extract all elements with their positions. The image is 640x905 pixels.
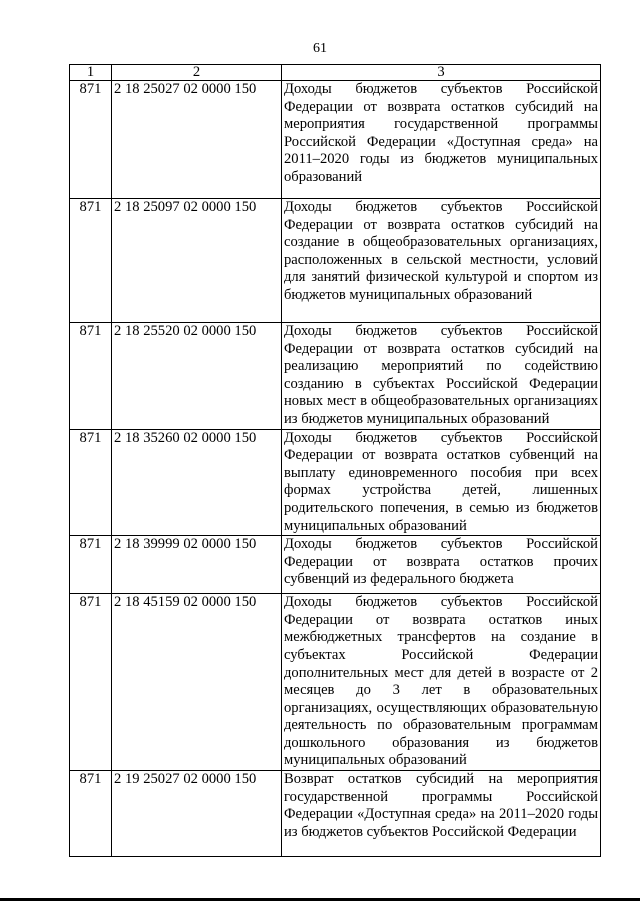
table-header-row: [70, 65, 601, 81]
table-row: [70, 771, 601, 857]
page-number: 61: [313, 41, 327, 56]
column-header-3: 3: [282, 65, 601, 81]
table-row: [70, 199, 601, 323]
description-cell: Доходы бюджетов субъектов Российской Федерации от возврата остатков иных межбюджетных трансфертов на создание в субъектах Российской Федерации дополнительных мест для детей в возрасте от 2 месяцев до 3 лет в образовательных организациях, осуществляющих образовательную деятельность по образовательным программам дошкольного образования из бюджетов муниципальных образований: [282, 594, 601, 771]
admin-code-cell: 871: [70, 771, 112, 857]
budget-code-cell: 2 18 25027 02 0000 150: [112, 81, 282, 199]
column-header-1: 1: [70, 65, 112, 81]
table-row: [70, 594, 601, 771]
table-row: [70, 81, 601, 199]
description-cell: Возврат остатков субсидий на мероприятия государственной программы Российской Федерации «Доступная среда» на 2011–2020 годы из бюджетов субъектов Российской Федерации: [282, 771, 601, 857]
description-cell: Доходы бюджетов субъектов Российской Федерации от возврата остатков субсидий на создание в общеобразовательных организациях, расположенных в сельской местности, условий для занятий физической культурой и спортом из бюджетов муниципальных образований: [282, 199, 601, 323]
budget-code-cell: 2 18 25097 02 0000 150: [112, 199, 282, 323]
budget-code-cell: 2 19 25027 02 0000 150: [112, 771, 282, 857]
admin-code-cell: 871: [70, 536, 112, 594]
description-cell: Доходы бюджетов субъектов Российской Федерации от возврата остатков субсидий на мероприятия государственной программы Российской Федерации «Доступная среда» на 2011–2020 годы из бюджетов муниципальных образований: [282, 81, 601, 199]
budget-code-cell: 2 18 39999 02 0000 150: [112, 536, 282, 594]
description-cell: Доходы бюджетов субъектов Российской Федерации от возврата остатков субсидий на реализацию мероприятий по содействию созданию в субъектах Российской Федерации новых мест в общеобразовательных организациях из бюджетов муниципальных образований: [282, 323, 601, 430]
budget-code-cell: 2 18 25520 02 0000 150: [112, 323, 282, 430]
admin-code-cell: 871: [70, 81, 112, 199]
description-cell: Доходы бюджетов субъектов Российской Федерации от возврата остатков прочих субвенций из федерального бюджета: [282, 536, 601, 594]
budget-codes-table: [69, 64, 601, 857]
table-row: [70, 323, 601, 430]
column-header-2: 2: [112, 65, 282, 81]
budget-code-cell: 2 18 35260 02 0000 150: [112, 429, 282, 536]
admin-code-cell: 871: [70, 594, 112, 771]
budget-code-cell: 2 18 45159 02 0000 150: [112, 594, 282, 771]
admin-code-cell: 871: [70, 429, 112, 536]
table-row: [70, 429, 601, 536]
admin-code-cell: 871: [70, 323, 112, 430]
table-row: [70, 536, 601, 594]
bottom-scan-border: [0, 898, 640, 901]
description-cell: Доходы бюджетов субъектов Российской Федерации от возврата остатков субвенций на выплату единовременного пособия при всех формах устройства детей, лишенных родительского попечения, в семью из бюджетов муниципальных образований: [282, 429, 601, 536]
admin-code-cell: 871: [70, 199, 112, 323]
